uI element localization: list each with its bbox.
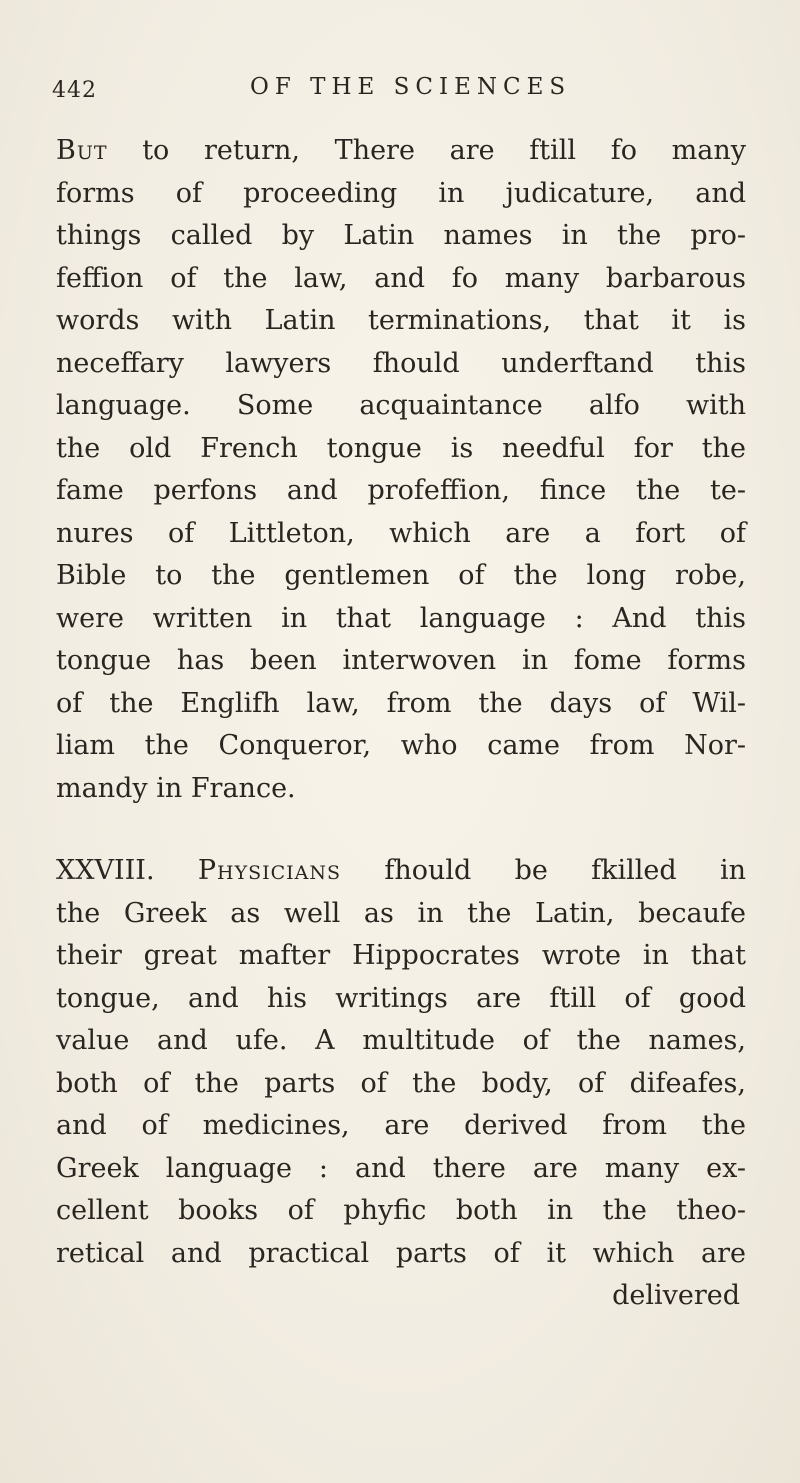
page-number: 442: [52, 78, 97, 103]
text-line: mandy in France.: [56, 772, 296, 804]
text-line: value and ufe. A multitude of the names,: [56, 1025, 746, 1056]
opening-word: But: [56, 135, 108, 166]
body-text: [56, 130, 746, 1318]
text-line: both of the parts of the body, of difeafes,: [56, 1067, 746, 1099]
line-text: fhould be fkilled in: [341, 855, 746, 886]
text-line: cellent books of phyfic both in the theo-: [56, 1195, 746, 1226]
text-line: neceffary lawyers fhould underftand this: [56, 347, 746, 379]
text-line: nures of Littleton, which are a fort of: [56, 517, 746, 549]
text-line: retical and practical parts of it which are: [56, 1237, 746, 1269]
text-line: their great mafter Hippocrates wrote in that: [56, 940, 746, 971]
opening-word: Physicians: [197, 855, 342, 886]
running-head: OF THE SCIENCES: [250, 74, 572, 100]
text-line: and of medicines, are derived from the: [56, 1110, 746, 1141]
paragraph-2: [56, 850, 746, 1318]
text-line: the Greek as well as in the Latin, becaufe: [56, 897, 746, 929]
paragraph-gap: [56, 810, 746, 850]
text-line: the old French tongue is needful for the: [56, 432, 746, 464]
catchword: delivered: [612, 1280, 740, 1311]
text-line: liam the Conqueror, who came from Nor-: [56, 730, 746, 761]
page-header: [52, 74, 752, 114]
text-line: forms of proceeding in judicature, and: [56, 177, 746, 209]
text-line: Bible to the gentlemen of the long robe,: [56, 560, 746, 591]
text-line: [56, 850, 746, 893]
text-line: language. Some acquaintance alfo with: [56, 390, 746, 421]
text-line: tongue has been interwoven in fome forms: [56, 645, 746, 676]
section-numeral: XXVIII.: [56, 855, 155, 886]
text-line: things called by Latin names in the pro-: [56, 220, 746, 251]
text-line: tongue, and his writings are ftill of good: [56, 982, 746, 1014]
text-line: fame perfons and profeffion, fince the te-: [56, 475, 746, 506]
text-line: were written in that language : And this: [56, 602, 746, 634]
text-line: of the Englifh law, from the days of Wil-: [56, 687, 746, 719]
text-line: feffion of the law, and fo many barbarous: [56, 262, 746, 294]
text-line: words with Latin terminations, that it is: [56, 305, 746, 336]
paragraph-1: [56, 130, 746, 810]
line-text: to return, There are ftill fo many: [107, 135, 746, 166]
text-line: Greek language : and there are many ex-: [56, 1152, 746, 1184]
text-line: [56, 130, 746, 173]
